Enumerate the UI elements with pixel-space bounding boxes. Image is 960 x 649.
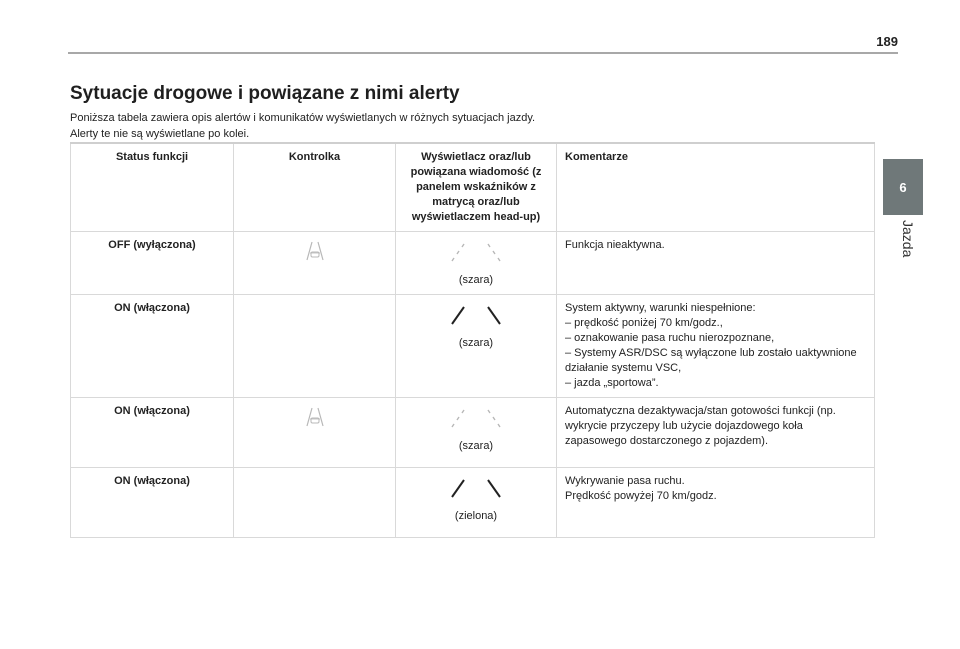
header-rule <box>68 52 898 54</box>
header-comment: Komentarze <box>557 143 875 232</box>
lane-lines-dashed-icon <box>446 240 506 264</box>
status-cell: ON (włączona) <box>71 295 234 398</box>
indicator-cell <box>234 398 396 468</box>
comment-line: – jazda „sportowa”. <box>565 377 659 389</box>
table-row <box>71 295 875 398</box>
comment-cell <box>557 398 875 468</box>
status-cell: OFF (wyłączona) <box>71 232 234 295</box>
status-cell: ON (włączona) <box>71 468 234 538</box>
intro-line-2: Alerty te nie są wyświetlane po kolei. <box>70 128 250 140</box>
header-display: Wyświetlacz oraz/lub powiązana wiadomość (z panelem wskaźników z matrycą oraz/lub wyświetlaczem head-up) <box>396 143 557 232</box>
chapter-label: Jazda <box>900 220 916 258</box>
comment-line: Automatyczna dezaktywacja/stan gotowości funkcji (np. wykrycie przyczepy lub użycie dojazdowego koła zapasowego dostarczonego z pojazdem). <box>565 405 836 447</box>
lane-lines-dashed-icon <box>446 406 506 430</box>
indicator-cell <box>234 232 396 295</box>
lane-keep-assist-icon <box>304 240 326 262</box>
table-header-row <box>71 143 875 232</box>
lane-lines-solid-icon <box>446 303 506 327</box>
display-cell <box>396 468 557 538</box>
lane-keep-assist-icon <box>304 406 326 428</box>
comment-line: – oznakowanie pasa ruchu nierozpoznane, <box>565 332 775 344</box>
comment-line: Prędkość powyżej 70 km/godz. <box>565 490 717 502</box>
display-caption: (szara) <box>458 440 494 452</box>
display-caption: (zielona) <box>454 510 498 522</box>
comment-cell <box>557 295 875 398</box>
display-cell <box>396 295 557 398</box>
alerts-table <box>70 142 875 538</box>
table-row <box>71 468 875 538</box>
display-cell <box>396 232 557 295</box>
display-cell <box>396 398 557 468</box>
page-number: 189 <box>876 34 898 49</box>
display-caption: (szara) <box>458 274 494 286</box>
header-kontrolka: Kontrolka <box>234 143 396 232</box>
lane-lines-solid-icon <box>446 476 506 500</box>
indicator-cell <box>234 295 396 398</box>
comment-line: Funkcja nieaktywna. <box>565 239 665 251</box>
comment-line: – prędkość poniżej 70 km/godz., <box>565 317 723 329</box>
comment-line: – Systemy ASR/DSC są wyłączone lub zostało uaktywnione działanie systemu VSC, <box>565 347 857 374</box>
intro-line-1: Poniższa tabela zawiera opis alertów i komunikatów wyświetlanych w różnych sytuacjach jazdy. <box>70 112 536 124</box>
table-row <box>71 398 875 468</box>
comment-cell <box>557 468 875 538</box>
status-cell: ON (włączona) <box>71 398 234 468</box>
comment-cell <box>557 232 875 295</box>
intro-text <box>70 110 850 142</box>
table-row <box>71 232 875 295</box>
indicator-cell <box>234 468 396 538</box>
page-title: Sytuacje drogowe i powiązane z nimi alerty <box>70 83 460 104</box>
comment-line: Wykrywanie pasa ruchu. <box>565 475 685 487</box>
chapter-tab[interactable]: 6 <box>883 159 923 215</box>
display-caption: (szara) <box>458 337 494 349</box>
comment-line: System aktywny, warunki niespełnione: <box>565 302 756 314</box>
header-status: Status funkcji <box>71 143 234 232</box>
